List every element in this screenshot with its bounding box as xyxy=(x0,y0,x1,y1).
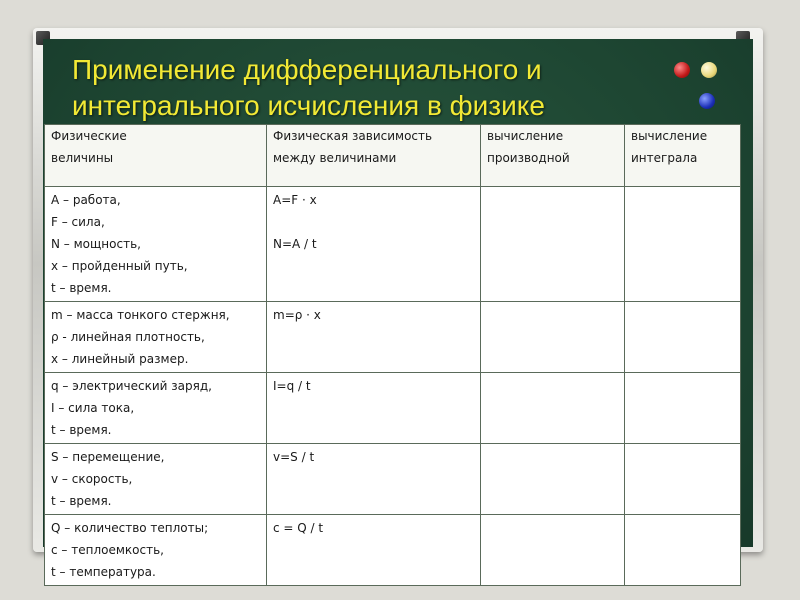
title-line-1: Применение дифференциального и xyxy=(72,54,542,85)
table-row xyxy=(45,373,741,444)
quantity-item: F – сила, xyxy=(51,215,105,229)
table-row xyxy=(45,302,741,373)
physics-table xyxy=(44,124,741,586)
header-text: между величинами xyxy=(273,151,397,165)
yellow-magnet-icon xyxy=(701,62,717,78)
quantities-cell xyxy=(45,515,267,586)
quantity-item: v – скорость, xyxy=(51,472,133,486)
derivative-cell[interactable] xyxy=(481,515,625,586)
red-magnet-icon xyxy=(674,62,690,78)
integral-cell[interactable] xyxy=(625,444,741,515)
integral-cell[interactable] xyxy=(625,187,741,302)
formula: N=A / t xyxy=(273,237,317,251)
header-text: величины xyxy=(51,151,114,165)
relation-cell xyxy=(267,444,481,515)
quantity-item: I – сила тока, xyxy=(51,401,135,415)
slide-title xyxy=(72,52,632,124)
quantities-cell xyxy=(45,302,267,373)
formula: m=ρ · x xyxy=(273,308,321,322)
header-text: Физическая зависимость xyxy=(273,129,433,143)
quantity-item: q – электрический заряд, xyxy=(51,379,212,393)
formula: I=q / t xyxy=(273,379,311,393)
quantity-item: ρ - линейная плотность, xyxy=(51,330,205,344)
relation-cell xyxy=(267,187,481,302)
quantities-cell xyxy=(45,373,267,444)
derivative-cell[interactable] xyxy=(481,444,625,515)
table-row xyxy=(45,444,741,515)
header-derivative xyxy=(481,125,625,187)
quantities-cell xyxy=(45,444,267,515)
derivative-cell[interactable] xyxy=(481,302,625,373)
relation-cell xyxy=(267,373,481,444)
table-row xyxy=(45,187,741,302)
quantity-item: S – перемещение, xyxy=(51,450,165,464)
quantity-item: c – теплоемкость, xyxy=(51,543,164,557)
quantity-item: t – время. xyxy=(51,281,112,295)
header-text: Физические xyxy=(51,129,127,143)
quantity-item: t – температура. xyxy=(51,565,156,579)
header-quantities xyxy=(45,125,267,187)
formula: v=S / t xyxy=(273,450,315,464)
quantity-item: A – работа, xyxy=(51,193,121,207)
integral-cell[interactable] xyxy=(625,373,741,444)
integral-cell[interactable] xyxy=(625,515,741,586)
relation-cell xyxy=(267,515,481,586)
header-text: вычисление xyxy=(487,129,564,143)
quantity-item: N – мощность, xyxy=(51,237,141,251)
table-header-row xyxy=(45,125,741,187)
integral-cell[interactable] xyxy=(625,302,741,373)
formula: A=F · x xyxy=(273,193,317,207)
quantity-item: Q – количество теплоты; xyxy=(51,521,209,535)
header-text: вычисление xyxy=(631,129,708,143)
quantities-cell xyxy=(45,187,267,302)
derivative-cell[interactable] xyxy=(481,187,625,302)
header-text: производной xyxy=(487,151,570,165)
quantity-item: x – пройденный путь, xyxy=(51,259,188,273)
table-row xyxy=(45,515,741,586)
blue-magnet-icon xyxy=(699,93,715,109)
header-text: интеграла xyxy=(631,151,698,165)
quantity-item: t – время. xyxy=(51,423,112,437)
quantity-item: x – линейный размер. xyxy=(51,352,189,366)
derivative-cell[interactable] xyxy=(481,373,625,444)
header-relation xyxy=(267,125,481,187)
header-integral xyxy=(625,125,741,187)
relation-cell xyxy=(267,302,481,373)
title-line-2: интегрального исчисления в физике xyxy=(72,90,545,121)
quantity-item: t – время. xyxy=(51,494,112,508)
quantity-item: m – масса тонкого стержня, xyxy=(51,308,230,322)
formula: c = Q / t xyxy=(273,521,324,535)
